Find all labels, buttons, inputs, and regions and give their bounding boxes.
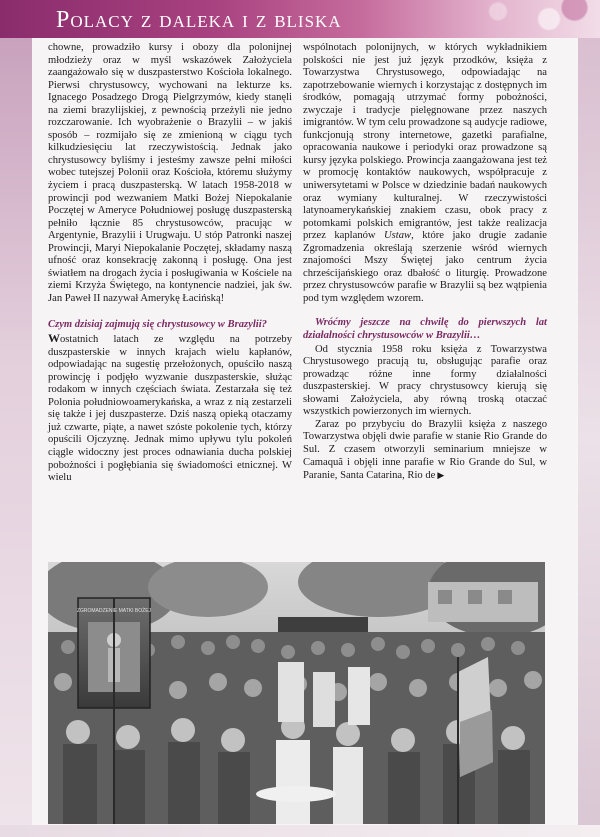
procession-photo-illustration	[48, 562, 545, 824]
dropcap-letter: W	[48, 331, 60, 346]
italic-title: Ustaw	[384, 230, 412, 242]
paragraph-text: wspólnotach polonijnych, w których wykładnikiem polskości nie jest już język przodków, księża z Towarzystwa Chrystusowego, odpowiadając na zapotrzebowanie wiernych i korzystając z dostępnych im środków, pomagają utrzymać formy pobożności, zwyczaje i tradycje pielęgnowane przez naszych imigrantów. W tym celu prowadzone są audycje radiowe, funkcjonują strony internetowe, gazetki parafialne, opracowania naukowe i periodyki oraz prowadzone są kursy języka polskiego. Prowincja zaangażowana jest też w promocję kontaktów naukowych, współpracuje z uniwersytetami w Polsce w dziedzinie badań naukowych oraz wymiany kulturalnej. W rzeczywistości latynoamerykańskiej znakiem czasu, obok pracy z potomkami polskich emigrantów, jest także realizacja przez kaplanów	[303, 42, 547, 242]
section-title: Polacy z daleka i z bliska	[56, 7, 342, 33]
article-paragraph: chowne, prowadziło kursy i obozy dla polonijnej młodzieży oraz w myśl wskazówek Założyciela zaangażowało się w duszpasterstwo Kościoła lokalnego. Pierwsi chrystusowcy, wychowani na lekturze ks. Ignacego Posadzego Drogą Pielgrzymów, kiedy stanęli na ziemi brazylijskiej, z pewnością przeżyli nie jedno rozczarowanie. Ich wyobrażenie o Brazylii – w jakiś sposób – rozmijało się ze zmienioną w ciągu tych kilkudziesięciu lat rzeczywistością. Jednak jako chrystusowcy byliśmy i jesteśmy zawsze pełni miłości wobec tutejszej Polonii oraz Kościoła, któremu służymy życiem i pracą duszpasterską. W latach 1958-2018 w prowincji pod wezwaniem Matki Bożej Niepokalanie Poczętej w Ameryce Południowej posługę duszpasterską pełniło łącznie 85 chrystusowców, pracując w Argentynie, Brazylii i Urugwaju. U stóp Patronki naszej Prowincji, Maryi Niepokalanie Poczętej, składamy naszą ufność oraz konsekrację zakonną i posługę. Ona jest światłem na drogach życia i posługiwania w Kościele na ziemi Krzyża Świętego, na kontynencie nadziei, jak św. Jan Paweł II nazywał Amerykę Łacińską!	[48, 42, 292, 304]
banner-text: ZGROMADZENIE MATKI BOŻEJ	[76, 608, 152, 614]
section-header	[0, 0, 600, 38]
right-decorative-bar	[578, 38, 600, 837]
left-column	[48, 42, 292, 485]
article-paragraph	[48, 332, 292, 485]
paragraph-text-end: , które jako drugie zadanie Zgromadzenia określają szerzenie wśród wiernych znajomości Mszy Świętej jako centrum życia chrześcijańskiego oraz dbałość o liturgię. Prowadzone przez chrystusowców parafie w Brazylii są bez wątpienia pod tym względem wzorem.	[303, 230, 547, 304]
interview-question: Wróćmy jeszcze na chwilę do pierwszych lat działalności chrystusowców w Brazylii…	[303, 317, 547, 342]
article-paragraph	[303, 42, 547, 305]
right-column	[303, 42, 547, 483]
interview-question: Czym dzisiaj zajmują się chrystusowcy w Brazylii?	[48, 319, 267, 331]
procession-photo	[48, 562, 545, 824]
paragraph-text: Zaraz po przybyciu do Brazylii księża z naszego Towarzystwa objęli dwie parafie w stanie Rio Grande do Sul. Z czasem otworzyli seminarium mniejsze w Camaquã i objęli inne parafie w Rio Grande do Sul, w Paranie, Santa Catarina, Rio de	[303, 418, 547, 482]
answer-text: ostatnich latach ze względu na potrzeby duszpasterskie w innych krajach wielu kapłanów, odpowiadając na sugestię przełożonych, opuściło naszą prowincję i podjęło wyzwanie duszpasterskie, służąc rodakom w innych częściach świata. Zestarzała się też Polonia południowoamerykańska, a wraz z nią zestarzeli się także i jej duszpasterze. Dziś naszą opieką otaczamy już czwarte, piąte, a nawet szóste pokolenie tych, którzy opuścili Ojczyznę. Jednak mimo upływu tylu pokoleń ciągle widoczny jest proces odnawiania ducha polskiej pobożności i pogłębiania się świadomości etnicznej. W wielu	[48, 334, 292, 484]
triangle-right-icon: ▶	[437, 470, 445, 481]
article-paragraph: Od stycznia 1958 roku księża z Towarzystwa Chrystusowego pracują tu, obsługując parafie oraz prowadząc różne inne formy działalności duszpasterskiej. W pracy chrystusowcy kierują się słowami Założyciela, aby równą troską otaczać wszystkich powierzonych im wiernych.	[303, 343, 547, 418]
article-paragraph	[303, 419, 547, 483]
left-decorative-bar	[0, 38, 32, 837]
footer-strip	[0, 825, 600, 837]
